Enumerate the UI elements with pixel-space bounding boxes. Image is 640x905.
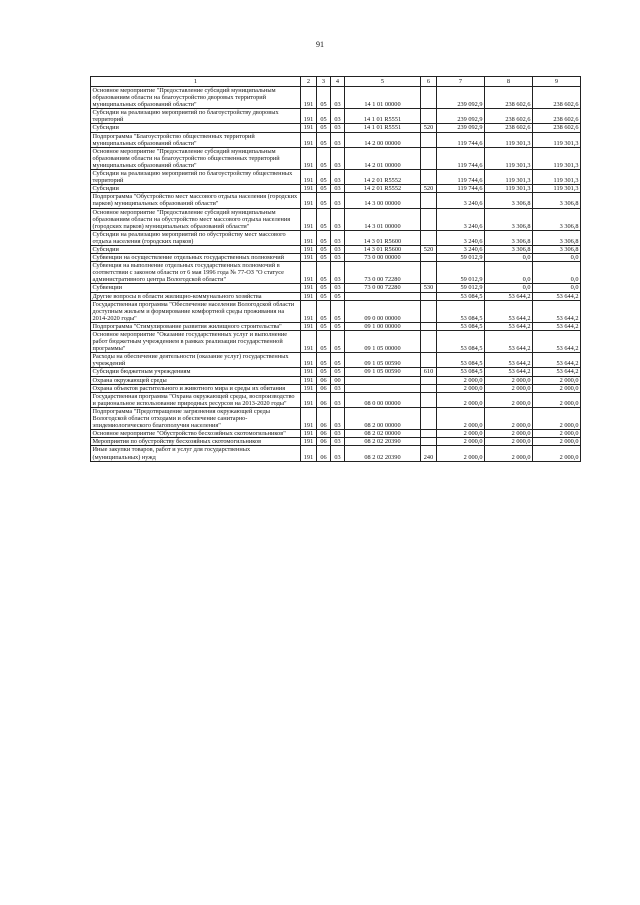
cell-target-article	[345, 292, 421, 300]
cell-amount-2: 119 301,3	[485, 147, 533, 169]
cell-amount-2: 119 301,3	[485, 132, 533, 147]
cell-amount-2: 238 602,6	[485, 87, 533, 109]
cell-admin-code: 191	[301, 376, 317, 384]
cell-section: 05	[317, 368, 331, 376]
cell-section: 06	[317, 446, 331, 461]
cell-target-article: 09 1 00 00000	[345, 322, 421, 330]
cell-expense-type: 520	[421, 124, 437, 132]
cell-amount-1: 59 012,9	[437, 262, 485, 284]
cell-amount-2: 2 000,0	[485, 446, 533, 461]
page-number: 91	[316, 40, 324, 49]
header-cell: 7	[437, 77, 485, 87]
table-row	[91, 185, 581, 193]
table-row	[91, 438, 581, 446]
cell-subsection: 05	[331, 300, 345, 322]
cell-admin-code: 191	[301, 87, 317, 109]
row-name: Субвенция на выполнение отдельных государственных полномочий в соответствии с законом области от 6 мая 1996 года № 77-ОЗ "О статусе административного центра Вологодской области"	[91, 262, 301, 284]
table-row	[91, 245, 581, 253]
cell-subsection: 05	[331, 368, 345, 376]
header-row	[91, 77, 581, 87]
table-row	[91, 262, 581, 284]
cell-amount-3: 2 000,0	[533, 384, 581, 392]
table-row	[91, 384, 581, 392]
cell-section: 05	[317, 208, 331, 230]
cell-target-article: 73 0 00 00000	[345, 254, 421, 262]
cell-admin-code: 191	[301, 368, 317, 376]
cell-expense-type	[421, 109, 437, 124]
cell-admin-code: 191	[301, 230, 317, 245]
header-cell: 8	[485, 77, 533, 87]
row-name: Государственная программа "Охрана окружающей среды, воспроизводство и рациональное использование природных ресурсов на 2013-2020 годы"	[91, 392, 301, 407]
cell-target-article: 73 0 00 72280	[345, 284, 421, 292]
cell-expense-type: 520	[421, 185, 437, 193]
cell-subsection: 00	[331, 376, 345, 384]
cell-expense-type	[421, 353, 437, 368]
cell-expense-type	[421, 208, 437, 230]
cell-amount-3: 2 000,0	[533, 407, 581, 429]
cell-subsection: 03	[331, 407, 345, 429]
cell-subsection: 03	[331, 446, 345, 461]
cell-target-article: 14 2 01 00000	[345, 147, 421, 169]
cell-amount-3: 53 644,2	[533, 322, 581, 330]
cell-subsection: 03	[331, 170, 345, 185]
cell-section: 05	[317, 300, 331, 322]
cell-amount-1: 119 744,6	[437, 170, 485, 185]
cell-amount-3: 2 000,0	[533, 392, 581, 407]
header-cell: 6	[421, 77, 437, 87]
cell-expense-type	[421, 300, 437, 322]
cell-admin-code: 191	[301, 254, 317, 262]
cell-section: 06	[317, 438, 331, 446]
cell-subsection: 03	[331, 208, 345, 230]
cell-amount-2: 2 000,0	[485, 392, 533, 407]
cell-amount-3: 119 301,3	[533, 132, 581, 147]
cell-amount-1: 119 744,6	[437, 185, 485, 193]
cell-amount-2: 53 644,2	[485, 368, 533, 376]
cell-amount-1: 59 012,9	[437, 284, 485, 292]
header-cell: 9	[533, 77, 581, 87]
cell-expense-type	[421, 392, 437, 407]
cell-expense-type	[421, 322, 437, 330]
cell-amount-1: 2 000,0	[437, 392, 485, 407]
cell-target-article: 14 2 00 00000	[345, 132, 421, 147]
cell-amount-3: 2 000,0	[533, 430, 581, 438]
cell-subsection: 03	[331, 392, 345, 407]
cell-section: 06	[317, 376, 331, 384]
table-row	[91, 376, 581, 384]
cell-amount-1: 53 084,5	[437, 322, 485, 330]
cell-target-article: 09 0 00 00000	[345, 300, 421, 322]
cell-section: 06	[317, 430, 331, 438]
cell-amount-1: 2 000,0	[437, 446, 485, 461]
cell-amount-1: 239 092,9	[437, 109, 485, 124]
cell-subsection: 03	[331, 124, 345, 132]
cell-section: 05	[317, 245, 331, 253]
cell-amount-3: 2 000,0	[533, 376, 581, 384]
cell-target-article	[345, 384, 421, 392]
cell-expense-type	[421, 170, 437, 185]
cell-amount-3: 2 000,0	[533, 438, 581, 446]
cell-expense-type	[421, 193, 437, 208]
cell-subsection: 03	[331, 430, 345, 438]
table-row	[91, 292, 581, 300]
cell-admin-code: 191	[301, 170, 317, 185]
cell-expense-type	[421, 331, 437, 353]
cell-amount-2: 119 301,3	[485, 170, 533, 185]
cell-amount-2: 2 000,0	[485, 407, 533, 429]
cell-amount-3: 53 644,2	[533, 368, 581, 376]
cell-amount-1: 239 092,9	[437, 87, 485, 109]
cell-expense-type	[421, 262, 437, 284]
cell-amount-2: 238 602,6	[485, 109, 533, 124]
row-name: Подпрограмма "Благоустройство общественных территорий муниципальных образований области"	[91, 132, 301, 147]
cell-target-article: 14 3 01 00000	[345, 208, 421, 230]
cell-expense-type	[421, 376, 437, 384]
cell-subsection: 03	[331, 230, 345, 245]
cell-target-article: 73 0 00 72280	[345, 262, 421, 284]
table-row	[91, 368, 581, 376]
cell-expense-type	[421, 407, 437, 429]
cell-expense-type	[421, 292, 437, 300]
cell-amount-3: 3 306,8	[533, 208, 581, 230]
cell-admin-code: 191	[301, 438, 317, 446]
header-cell: 1	[91, 77, 301, 87]
cell-section: 05	[317, 331, 331, 353]
cell-target-article: 14 2 01 R5552	[345, 185, 421, 193]
cell-amount-1: 119 744,6	[437, 132, 485, 147]
cell-subsection: 03	[331, 384, 345, 392]
cell-admin-code: 191	[301, 284, 317, 292]
cell-amount-1: 59 012,9	[437, 254, 485, 262]
cell-admin-code: 191	[301, 124, 317, 132]
cell-subsection: 03	[331, 185, 345, 193]
cell-target-article: 08 2 02 00000	[345, 430, 421, 438]
cell-amount-2: 53 644,2	[485, 300, 533, 322]
cell-section: 05	[317, 262, 331, 284]
cell-amount-3: 0,0	[533, 284, 581, 292]
cell-expense-type: 610	[421, 368, 437, 376]
cell-amount-2: 3 306,8	[485, 245, 533, 253]
header-cell: 3	[317, 77, 331, 87]
table-row	[91, 254, 581, 262]
cell-amount-1: 239 092,9	[437, 124, 485, 132]
cell-admin-code: 191	[301, 331, 317, 353]
budget-table	[90, 76, 581, 462]
cell-subsection: 03	[331, 193, 345, 208]
table-row	[91, 430, 581, 438]
table-row	[91, 193, 581, 208]
cell-admin-code: 191	[301, 208, 317, 230]
cell-subsection: 03	[331, 87, 345, 109]
cell-section: 05	[317, 170, 331, 185]
table-row	[91, 208, 581, 230]
cell-target-article: 08 0 00 00000	[345, 392, 421, 407]
table-row	[91, 284, 581, 292]
cell-admin-code: 191	[301, 262, 317, 284]
header-cell: 2	[301, 77, 317, 87]
row-name: Основное мероприятие "Предоставление субсидий муниципальным образованиям области на обустройство мест массового отдыха населения (городских парков) муниципальных образований области"	[91, 208, 301, 230]
cell-target-article: 09 1 05 00000	[345, 331, 421, 353]
row-name: Основное мероприятие "Предоставление субсидий муниципальным образованиям области на благоустройство дворовых территорий муниципальных образований области"	[91, 87, 301, 109]
table-row	[91, 331, 581, 353]
cell-amount-1: 2 000,0	[437, 438, 485, 446]
cell-subsection: 03	[331, 109, 345, 124]
cell-amount-3: 53 644,2	[533, 300, 581, 322]
cell-target-article: 08 2 02 20390	[345, 446, 421, 461]
cell-amount-1: 2 000,0	[437, 376, 485, 384]
cell-amount-3: 119 301,3	[533, 185, 581, 193]
cell-amount-2: 2 000,0	[485, 384, 533, 392]
cell-admin-code: 191	[301, 384, 317, 392]
row-name: Основное мероприятие "Оказание государственных услуг и выполнение работ бюджетным учреждением в рамках реализации государственной программы"	[91, 331, 301, 353]
cell-amount-2: 238 602,6	[485, 124, 533, 132]
cell-expense-type	[421, 384, 437, 392]
cell-target-article	[345, 376, 421, 384]
cell-expense-type	[421, 132, 437, 147]
cell-amount-2: 3 306,8	[485, 230, 533, 245]
cell-admin-code: 191	[301, 147, 317, 169]
row-name: Другие вопросы в области жилищно-коммунального хозяйства	[91, 292, 301, 300]
cell-amount-1: 3 240,6	[437, 193, 485, 208]
row-name: Основное мероприятие "Предоставление субсидий муниципальным образованиям области на благоустройство общественных территорий муниципальных образований области"	[91, 147, 301, 169]
row-name: Субсидии	[91, 185, 301, 193]
cell-amount-1: 53 084,5	[437, 331, 485, 353]
cell-admin-code: 191	[301, 430, 317, 438]
row-name: Субсидии на реализацию мероприятий по благоустройству дворовых территорий	[91, 109, 301, 124]
cell-amount-3: 2 000,0	[533, 446, 581, 461]
cell-amount-1: 53 084,5	[437, 353, 485, 368]
cell-expense-type: 520	[421, 245, 437, 253]
cell-section: 05	[317, 109, 331, 124]
cell-amount-2: 2 000,0	[485, 376, 533, 384]
cell-amount-2: 119 301,3	[485, 185, 533, 193]
cell-amount-3: 3 306,8	[533, 230, 581, 245]
cell-section: 05	[317, 292, 331, 300]
cell-amount-2: 0,0	[485, 284, 533, 292]
cell-section: 05	[317, 230, 331, 245]
cell-amount-3: 0,0	[533, 262, 581, 284]
cell-amount-3: 53 644,2	[533, 331, 581, 353]
cell-expense-type	[421, 430, 437, 438]
cell-admin-code: 191	[301, 109, 317, 124]
cell-subsection: 03	[331, 245, 345, 253]
cell-amount-1: 2 000,0	[437, 407, 485, 429]
row-name: Охрана окружающей среды	[91, 376, 301, 384]
cell-expense-type: 530	[421, 284, 437, 292]
cell-amount-1: 2 000,0	[437, 430, 485, 438]
row-name: Субсидии на реализацию мероприятий по благоустройству общественных территорий	[91, 170, 301, 185]
cell-amount-3: 53 644,2	[533, 353, 581, 368]
cell-amount-1: 2 000,0	[437, 384, 485, 392]
cell-admin-code: 191	[301, 446, 317, 461]
cell-admin-code: 191	[301, 300, 317, 322]
row-name: Подпрограмма "Предотвращение загрязнения окружающей среды Вологодской области отходами и обеспечение санитарно-эпидемиологического благополучия населения"	[91, 407, 301, 429]
cell-expense-type: 240	[421, 446, 437, 461]
cell-expense-type	[421, 87, 437, 109]
cell-subsection: 03	[331, 254, 345, 262]
row-name: Подпрограмма "Обустройство мест массового отдыха населения (городских парков) муниципальных образований области"	[91, 193, 301, 208]
cell-amount-2: 3 306,8	[485, 193, 533, 208]
cell-amount-3: 119 301,3	[533, 170, 581, 185]
row-name: Иные закупки товаров, работ и услуг для государственных (муниципальных) нужд	[91, 446, 301, 461]
cell-subsection: 03	[331, 438, 345, 446]
cell-target-article: 14 3 00 00000	[345, 193, 421, 208]
cell-section: 05	[317, 87, 331, 109]
table-row	[91, 87, 581, 109]
row-name: Субсидии на реализацию мероприятий по обустройству мест массового отдыха населения (городских парков)	[91, 230, 301, 245]
row-name: Охрана объектов растительного и животного мира и среды их обитания	[91, 384, 301, 392]
cell-admin-code: 191	[301, 132, 317, 147]
cell-amount-3: 3 306,8	[533, 193, 581, 208]
header-cell: 4	[331, 77, 345, 87]
row-name: Государственная программа "Обеспечение населения Вологодской области доступным жильем и формирование комфортной среды проживания на 2014-2020 годы"	[91, 300, 301, 322]
row-name: Мероприятия по обустройству бесхозяйных скотомогильников	[91, 438, 301, 446]
cell-amount-2: 3 306,8	[485, 208, 533, 230]
cell-subsection: 03	[331, 132, 345, 147]
cell-amount-3: 238 602,6	[533, 87, 581, 109]
cell-amount-1: 119 744,6	[437, 147, 485, 169]
cell-section: 05	[317, 185, 331, 193]
cell-expense-type	[421, 230, 437, 245]
cell-amount-1: 53 084,5	[437, 368, 485, 376]
cell-target-article: 09 1 05 00590	[345, 353, 421, 368]
cell-subsection: 05	[331, 331, 345, 353]
cell-admin-code: 191	[301, 353, 317, 368]
cell-amount-2: 2 000,0	[485, 438, 533, 446]
cell-target-article: 09 1 05 00590	[345, 368, 421, 376]
cell-section: 06	[317, 407, 331, 429]
table-row	[91, 230, 581, 245]
cell-amount-1: 53 084,5	[437, 292, 485, 300]
table-row	[91, 170, 581, 185]
cell-target-article: 14 3 01 R5600	[345, 245, 421, 253]
cell-target-article: 08 2 02 20390	[345, 438, 421, 446]
cell-expense-type	[421, 438, 437, 446]
cell-expense-type	[421, 147, 437, 169]
cell-amount-2: 0,0	[485, 254, 533, 262]
cell-section: 05	[317, 353, 331, 368]
cell-section: 05	[317, 284, 331, 292]
cell-amount-2: 2 000,0	[485, 430, 533, 438]
cell-admin-code: 191	[301, 407, 317, 429]
cell-section: 06	[317, 384, 331, 392]
cell-target-article: 14 2 01 R5552	[345, 170, 421, 185]
cell-section: 05	[317, 254, 331, 262]
cell-subsection: 05	[331, 322, 345, 330]
cell-amount-2: 53 644,2	[485, 322, 533, 330]
cell-amount-1: 53 084,5	[437, 300, 485, 322]
cell-amount-3: 3 306,8	[533, 245, 581, 253]
cell-amount-2: 53 644,2	[485, 292, 533, 300]
row-name: Субсидии	[91, 245, 301, 253]
cell-section: 05	[317, 132, 331, 147]
cell-amount-3: 119 301,3	[533, 147, 581, 169]
cell-amount-2: 53 644,2	[485, 353, 533, 368]
cell-amount-3: 238 602,6	[533, 124, 581, 132]
table-row	[91, 147, 581, 169]
cell-target-article: 14 1 01 R5551	[345, 109, 421, 124]
table-row	[91, 109, 581, 124]
row-name: Основное мероприятие "Обустройство бесхозяйных скотомогильников"	[91, 430, 301, 438]
cell-target-article: 14 1 01 R5551	[345, 124, 421, 132]
table-row	[91, 392, 581, 407]
row-name: Субвенции на осуществление отдельных государственных полномочий	[91, 254, 301, 262]
cell-amount-1: 3 240,6	[437, 245, 485, 253]
cell-admin-code: 191	[301, 392, 317, 407]
row-name: Подпрограмма "Стимулирование развития жилищного строительства"	[91, 322, 301, 330]
cell-amount-2: 0,0	[485, 262, 533, 284]
cell-amount-3: 0,0	[533, 254, 581, 262]
cell-amount-3: 238 602,6	[533, 109, 581, 124]
cell-section: 05	[317, 124, 331, 132]
cell-admin-code: 191	[301, 193, 317, 208]
table-row	[91, 322, 581, 330]
cell-subsection: 03	[331, 284, 345, 292]
cell-admin-code: 191	[301, 185, 317, 193]
cell-section: 05	[317, 147, 331, 169]
table-row	[91, 300, 581, 322]
cell-expense-type	[421, 254, 437, 262]
cell-admin-code: 191	[301, 292, 317, 300]
cell-section: 06	[317, 392, 331, 407]
cell-subsection: 03	[331, 262, 345, 284]
cell-admin-code: 191	[301, 245, 317, 253]
cell-amount-1: 3 240,6	[437, 230, 485, 245]
row-name: Субвенции	[91, 284, 301, 292]
cell-target-article: 14 3 01 R5600	[345, 230, 421, 245]
header-cell: 5	[345, 77, 421, 87]
cell-amount-2: 53 644,2	[485, 331, 533, 353]
table-row	[91, 446, 581, 461]
row-name: Субсидии бюджетным учреждениям	[91, 368, 301, 376]
cell-section: 05	[317, 193, 331, 208]
cell-amount-1: 3 240,6	[437, 208, 485, 230]
cell-subsection: 05	[331, 292, 345, 300]
cell-target-article: 08 2 00 00000	[345, 407, 421, 429]
cell-section: 05	[317, 322, 331, 330]
cell-admin-code: 191	[301, 322, 317, 330]
table-row	[91, 407, 581, 429]
cell-target-article: 14 1 01 00000	[345, 87, 421, 109]
cell-subsection: 05	[331, 353, 345, 368]
cell-amount-3: 53 644,2	[533, 292, 581, 300]
row-name: Субсидии	[91, 124, 301, 132]
table-row	[91, 132, 581, 147]
row-name: Расходы на обеспечение деятельности (оказание услуг) государственных учреждений	[91, 353, 301, 368]
table-row	[91, 353, 581, 368]
table-row	[91, 124, 581, 132]
cell-subsection: 03	[331, 147, 345, 169]
